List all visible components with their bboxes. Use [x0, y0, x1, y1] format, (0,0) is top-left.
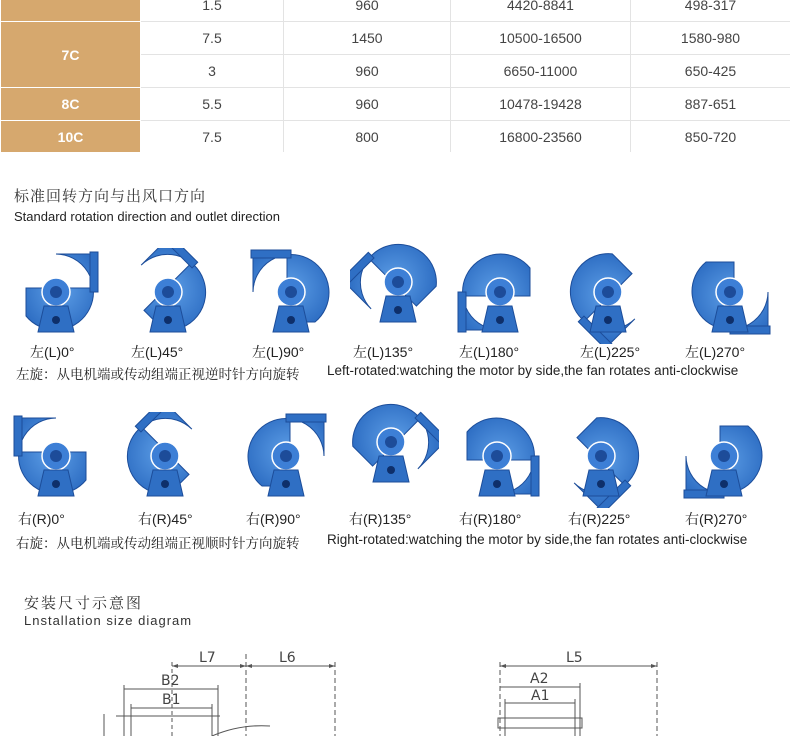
fan-label: 左(L)135°	[353, 344, 414, 360]
fan-orientation-icon	[343, 398, 439, 494]
installation-title-zh: 安装尺寸示意图	[24, 595, 144, 612]
fan-orientation-icon	[452, 248, 548, 344]
fan-orientation-icon	[350, 238, 446, 334]
dim-b2: B2	[161, 673, 180, 689]
pressure-cell: 850-720	[631, 121, 790, 153]
speed-cell: 960	[284, 55, 451, 88]
fan-orientation-icon	[8, 248, 104, 344]
spec-table-wrapper	[0, 0, 790, 152]
fan-orientation-icon	[449, 412, 545, 508]
right-rotation-note-en: Right-rotated:watching the motor by side,the fan rotates anti-clockwise	[327, 532, 748, 547]
dim-a2: A2	[530, 671, 549, 687]
fan-orientation-icon	[560, 248, 656, 344]
table-row	[1, 121, 790, 153]
speed-cell: 960	[284, 88, 451, 121]
dim-a1: A1	[531, 688, 550, 704]
power-cell: 7.5	[141, 121, 284, 153]
fan-label: 左(L)180°	[459, 344, 520, 360]
fan-label: 右(R)270°	[685, 511, 748, 527]
airflow-cell: 10500-16500	[451, 22, 631, 55]
fan-orientation-icon	[117, 412, 213, 508]
fan-label: 右(R)45°	[138, 511, 193, 527]
power-cell: 5.5	[141, 88, 284, 121]
pressure-cell: 1580-980	[631, 22, 790, 55]
model-cell: 8C	[1, 88, 141, 121]
fan-orientation-icon	[120, 248, 216, 344]
power-cell: 7.5	[141, 22, 284, 55]
model-cell: 10C	[1, 121, 141, 153]
fan-orientation-icon	[553, 412, 649, 508]
left-rotation-note-en: Left-rotated:watching the motor by side,the fan rotates anti-clockwise	[327, 363, 739, 378]
rotation-title-zh: 标准回转方向与出风口方向	[14, 188, 207, 205]
pressure-cell: 498-317	[631, 0, 790, 22]
fan-label: 左(L)270°	[685, 344, 746, 360]
fan-orientation-icon	[238, 412, 334, 508]
left-rotation-note-zh: 左旋：从电机端或传动组端正视逆时针方向旋转	[16, 367, 300, 382]
fan-label: 右(R)225°	[568, 511, 631, 527]
fan-orientation-icon	[676, 412, 772, 508]
fan-label: 左(L)90°	[252, 344, 305, 360]
fan-label: 右(R)0°	[18, 511, 65, 527]
rotation-title-en: Standard rotation direction and outlet direction	[14, 209, 280, 224]
fan-label: 左(L)45°	[131, 344, 184, 360]
installation-title-en: Lnstallation size diagram	[24, 613, 193, 628]
fan-orientation-icon	[8, 412, 104, 508]
fan-label: 右(R)180°	[459, 511, 522, 527]
fan-label: 左(L)225°	[580, 344, 641, 360]
airflow-cell: 4420-8841	[451, 0, 631, 22]
table-row	[1, 22, 790, 55]
speed-cell: 1450	[284, 22, 451, 55]
dim-l7: L7	[199, 650, 216, 666]
table-row	[1, 88, 790, 121]
table-row	[1, 0, 790, 22]
model-cell	[1, 0, 141, 22]
airflow-cell: 16800-23560	[451, 121, 631, 153]
power-cell: 3	[141, 55, 284, 88]
spec-table	[0, 0, 790, 152]
installation-drawing	[0, 640, 790, 736]
pressure-cell: 650-425	[631, 55, 790, 88]
right-rotation-note-zh: 右旋：从电机端或传动组端正视顺时针方向旋转	[16, 536, 300, 551]
speed-cell: 800	[284, 121, 451, 153]
fan-label: 右(R)90°	[246, 511, 301, 527]
fan-label: 右(R)135°	[349, 511, 412, 527]
dim-b1: B1	[162, 692, 181, 708]
airflow-cell: 10478-19428	[451, 88, 631, 121]
dim-l5: L5	[566, 650, 583, 666]
fan-orientation-icon	[243, 248, 339, 344]
pressure-cell: 887-651	[631, 88, 790, 121]
fan-orientation-icon	[682, 248, 778, 344]
airflow-cell: 6650-11000	[451, 55, 631, 88]
speed-cell: 960	[284, 0, 451, 22]
model-cell: 7C	[1, 22, 141, 88]
fan-label: 左(L)0°	[30, 344, 75, 360]
dim-l6: L6	[279, 650, 296, 666]
power-cell: 1.5	[141, 0, 284, 22]
